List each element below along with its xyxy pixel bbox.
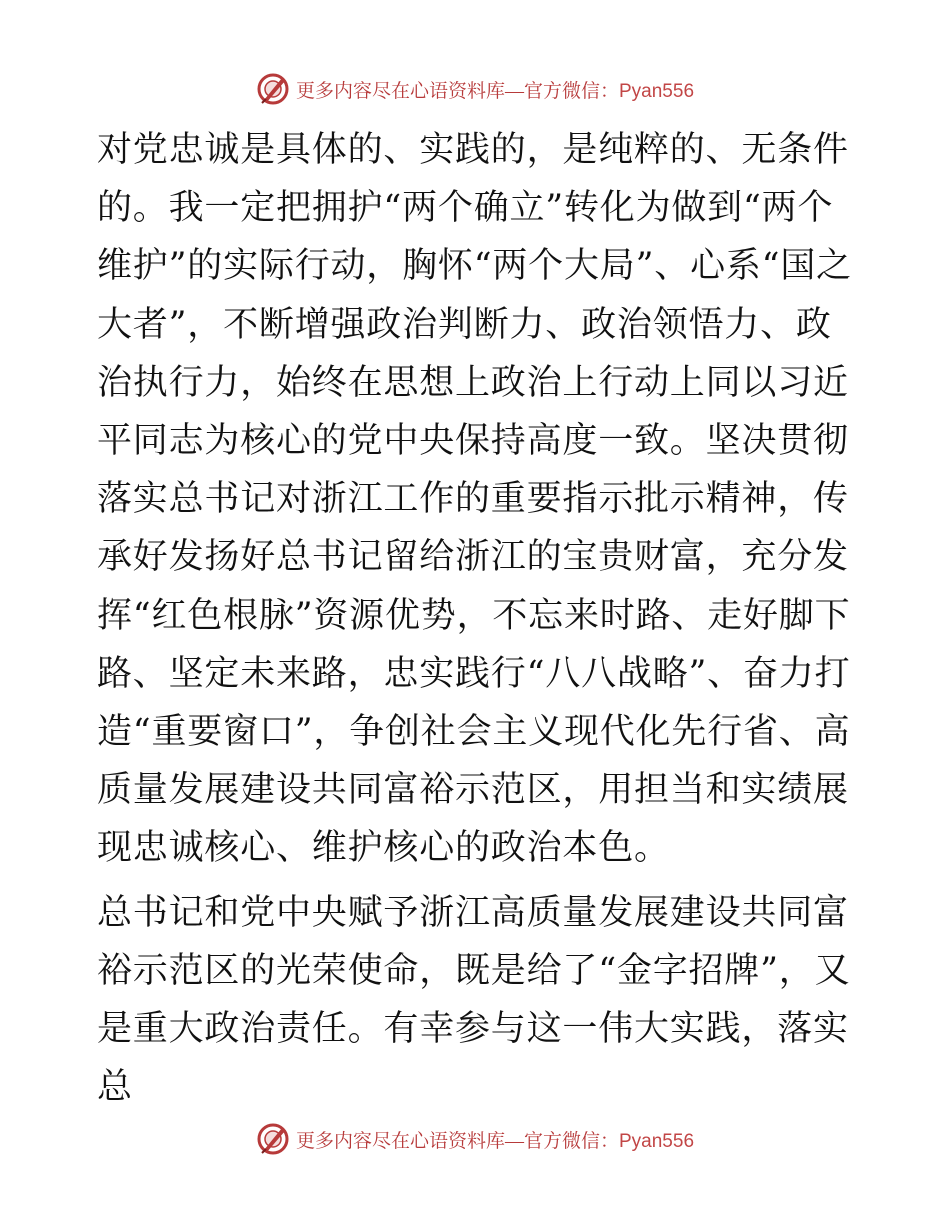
quill-pen-logo-icon [256, 72, 290, 106]
paragraph-loyalty: 对党忠诚是具体的、实践的，是纯粹的、无条件的。我一定把拥护“两个确立”转化为做到“两个维护”的实际行动，胸怀“两个大局”、心系“国之大者”，不断增强政治判断力、政治领悟力、政治执行力，始终在思想上政治上行动上同以习近平同志为核心的党中央保持高度一致。坚决贯彻落实总书记对浙江工作的重要指示批示精神，传承好发扬好总书记留给浙江的宝贵财富，充分发挥“红色根脉”资源优势，不忘来时路、走好脚下路、坚定未来路，忠实践行“八八战略”、奋力打造“重要窗口”，争创社会主义现代化先行省、高质量发展建设共同富裕示范区，用担当和实绩展现忠诚核心、维护核心的政治本色。 [97, 130, 852, 869]
watermark-text: 更多内容尽在心语资料库—官方微信：Pyan556 [295, 80, 695, 102]
document-body [97, 121, 857, 1120]
footer-watermark [0, 1122, 950, 1156]
header-watermark [0, 72, 950, 106]
watermark-text: 更多内容尽在心语资料库—官方微信：Pyan556 [295, 1130, 695, 1152]
paragraph-common-prosperity: 总书记和党中央赋予浙江高质量发展建设共同富裕示范区的光荣使命，既是给了“金字招牌”，又是重大政治责任。有幸参与这一伟大实践，落实总 [97, 892, 851, 1108]
quill-pen-logo-icon [256, 1122, 290, 1156]
